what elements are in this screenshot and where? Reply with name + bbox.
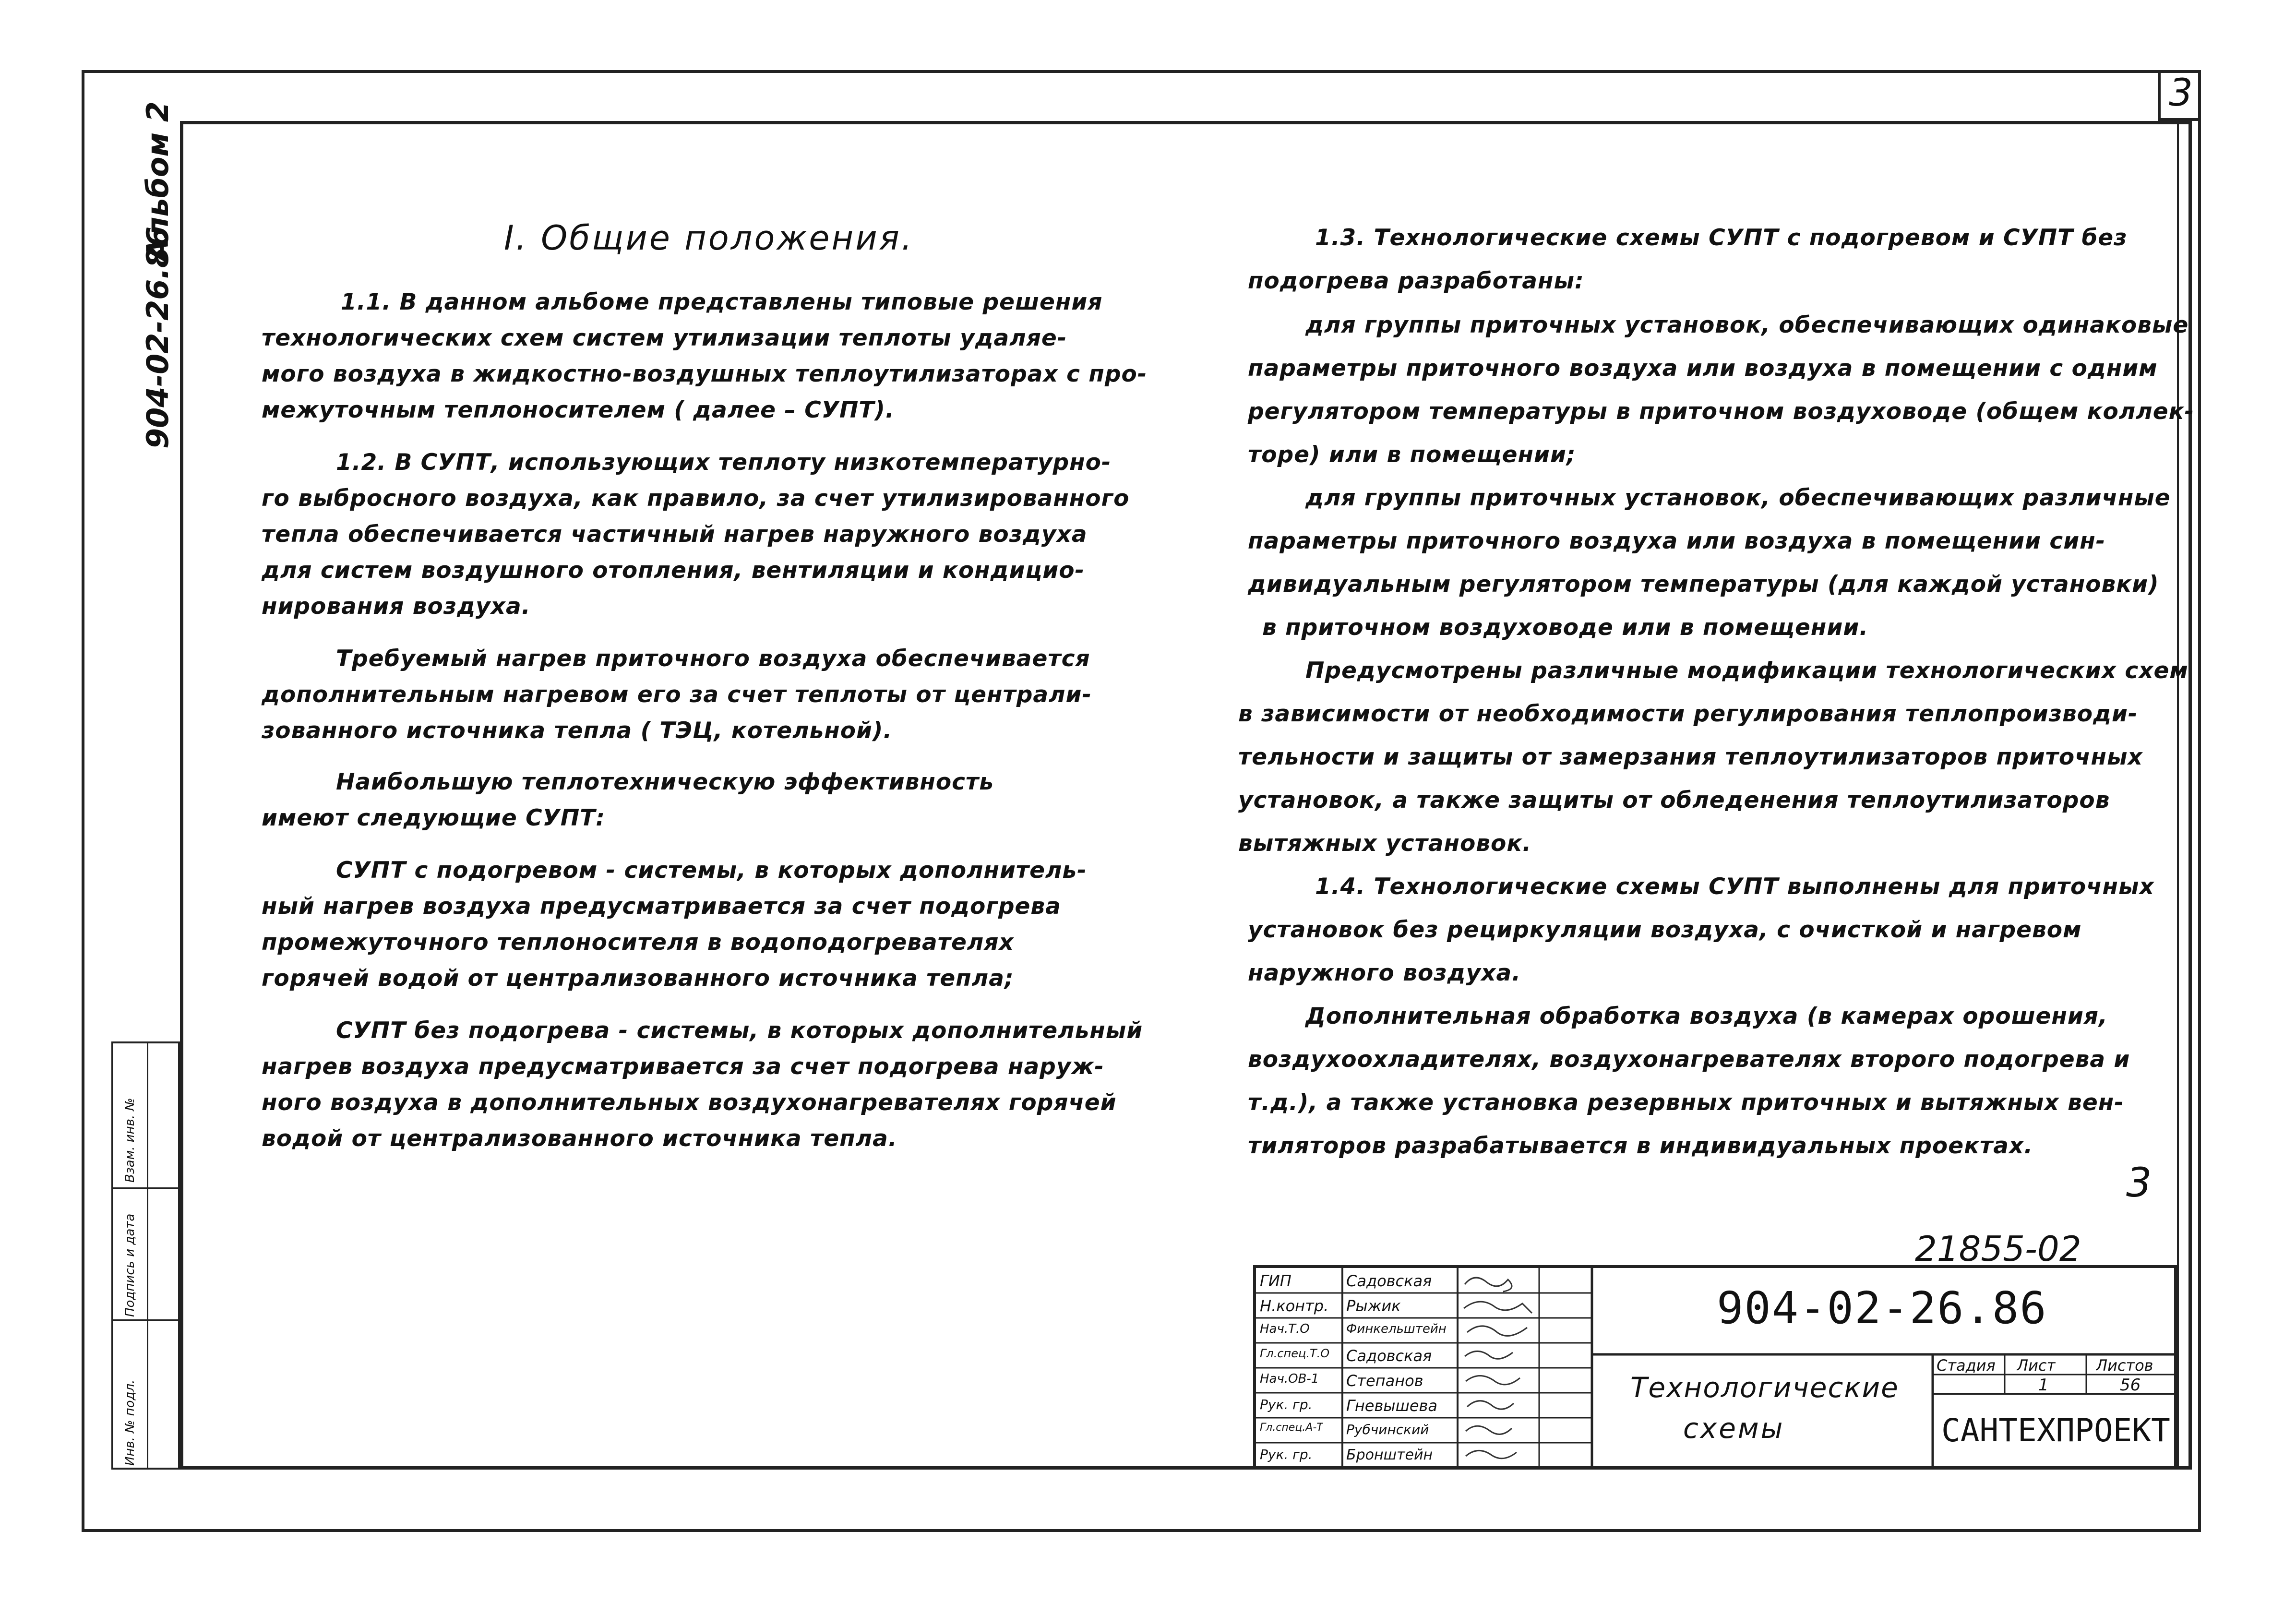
tb-name: Степанов (1346, 1372, 1423, 1390)
text-line: для группы приточных установок, обеспечивающих одинаковые (1305, 312, 2189, 338)
drawing-title-line1: Технологические (1630, 1371, 1899, 1404)
signature-marks (1460, 1270, 1537, 1465)
tb-name: Садовская (1346, 1347, 1432, 1365)
section-heading: I. Общие положения. (504, 218, 914, 258)
text-line: дополнительным нагревом его за счет теплоты от централи- (262, 682, 1092, 708)
sheet-label: Лист (2017, 1356, 2056, 1375)
drawing-title-line2: схемы (1683, 1412, 1785, 1445)
handwritten-page-number: 3 (2126, 1159, 2152, 1206)
sheet-value: 1 (2038, 1376, 2049, 1395)
text-line: вытяжных установок. (1238, 830, 1532, 857)
text-line: 1.2. В СУПТ, использующих теплоту низкотемпературно- (336, 449, 1112, 476)
tb-role: Гл.спец.А-Т (1260, 1422, 1323, 1434)
text-line: 1.1. В данном альбоме представлены типовые решения (341, 289, 1103, 315)
text-line: Требуемый нагрев приточного воздуха обеспечивается (336, 646, 1090, 672)
tb-role: Рук. гр. (1260, 1397, 1313, 1412)
organization-name: САНТЕХПРОЕКТ (1941, 1412, 2170, 1449)
text-line: СУПТ без подогрева - системы, в которых дополнительный (336, 1017, 1143, 1044)
text-line: водой от централизованного источника тепла. (262, 1125, 897, 1152)
text-line: торе) или в помещении; (1248, 442, 1576, 468)
text-line: горячей водой от централизованного источника тепла; (262, 965, 1014, 992)
text-line: в приточном воздуховоде или в помещении. (1262, 614, 1869, 641)
side-stamp-divider (147, 1043, 148, 1468)
text-line: тиляторов разрабатывается в индивидуальных проектах. (1248, 1133, 2033, 1159)
text-line: СУПТ с подогревом - системы, в которых дополнитель- (336, 857, 1087, 884)
title-block (1253, 1265, 2177, 1470)
side-stamp (111, 1041, 180, 1470)
side-code: 904-02-26.86 (140, 226, 175, 449)
sheet-number-box (2158, 70, 2201, 121)
side-stamp-divider (113, 1187, 178, 1189)
tb-name: Рыжик (1346, 1297, 1401, 1315)
text-line: Предусмотрены различные модификации технологических схем (1305, 658, 2188, 684)
tb-role: Гл.спец.Т.О (1260, 1347, 1330, 1360)
text-line: мого воздуха в жидкостно-воздушных теплоутилизаторах с про- (262, 361, 1148, 387)
text-line: тельности и защиты от замерзания теплоутилизаторов приточных (1238, 744, 2143, 770)
inventory-number: 21855-02 (1915, 1229, 2081, 1269)
text-line: воздухоохладителях, воздухонагревателях второго подогрева и (1248, 1046, 2130, 1073)
text-line: подогрева разработаны: (1248, 268, 1584, 294)
stage-label: Стадия (1937, 1356, 1996, 1375)
sheet-number: 3 (2169, 72, 2193, 115)
text-line: параметры приточного воздуха или воздуха в помещении с одним (1248, 355, 2158, 382)
replace-label: Взам. инв. № (123, 1098, 137, 1183)
text-line: имеют следующие СУПТ: (262, 805, 606, 831)
album-label: Альбом 2 (140, 101, 175, 262)
sheets-label: Листов (2096, 1356, 2153, 1375)
text-line: установок без рециркуляции воздуха, с очисткой и нагревом (1248, 917, 2082, 943)
text-line: зованного источника тепла ( ТЭЦ, котельной). (262, 718, 893, 744)
text-line: параметры приточного воздуха или воздуха в помещении син- (1248, 528, 2106, 554)
sheets-value: 56 (2120, 1376, 2141, 1395)
tb-name: Финкельштейн (1346, 1322, 1447, 1336)
signature-label: Подпись и дата (123, 1213, 137, 1317)
text-line: технологических схем систем утилизации теплоты удаляе- (262, 325, 1067, 351)
text-line: тепла обеспечивается частичный нагрев наружного воздуха (262, 521, 1088, 548)
text-line: регулятором температуры в приточном воздуховоде (общем коллек- (1248, 398, 2194, 425)
text-line: для систем воздушного отопления, вентиляции и кондицио- (262, 557, 1085, 584)
text-line: Дополнительная обработка воздуха (в камерах орошения, (1305, 1003, 2108, 1029)
tb-role: Рук. гр. (1260, 1447, 1313, 1462)
tb-name: Садовская (1346, 1272, 1432, 1290)
drawing-code: 904-02-26.86 (1717, 1282, 2047, 1334)
text-line: нагрев воздуха предусматривается за счет подогрева наруж- (262, 1053, 1104, 1080)
tb-role: ГИП (1260, 1272, 1292, 1290)
text-line: промежуточного теплоносителя в водоподогревателях (262, 929, 1014, 956)
tb-name: Рубчинский (1346, 1422, 1429, 1437)
text-line: установок, а также защиты от обледенения теплоутилизаторов (1238, 787, 2110, 813)
text-line: нирования воздуха. (262, 593, 531, 620)
side-stamp-divider (113, 1319, 178, 1321)
tb-role: Н.контр. (1260, 1297, 1329, 1315)
text-line: наружного воздуха. (1248, 960, 1521, 986)
text-line: дивидуальным регулятором температуры (для каждой установки) (1248, 571, 2159, 598)
text-line: для группы приточных установок, обеспечивающих различные (1305, 485, 2171, 511)
text-line: ный нагрев воздуха предусматривается за счет подогрева (262, 893, 1061, 920)
tb-name: Бронштейн (1346, 1447, 1433, 1463)
text-line: Наибольшую теплотехническую эффективность (336, 769, 994, 795)
text-line: в зависимости от необходимости регулирования теплопроизводи- (1238, 701, 2138, 727)
tb-role: Нач.Т.О (1260, 1322, 1310, 1336)
tb-name: Гневышева (1346, 1397, 1437, 1415)
text-line: 1.4. Технологические схемы СУПТ выполнены для приточных (1315, 873, 2154, 900)
text-line: 1.3. Технологические схемы СУПТ с подогревом и СУПТ без (1315, 225, 2128, 251)
text-line: го выбросного воздуха, как правило, за счет утилизированного (262, 485, 1130, 512)
inv-label: Инв. № подл. (123, 1379, 137, 1466)
tb-role: Нач.ОВ-1 (1260, 1372, 1319, 1386)
text-line: межуточным теплоносителем ( далее – СУПТ). (262, 397, 895, 423)
text-line: т.д.), а также установка резервных приточных и вытяжных вен- (1248, 1089, 2124, 1116)
text-line: ного воздуха в дополнительных воздухонагревателях горячей (262, 1089, 1117, 1116)
